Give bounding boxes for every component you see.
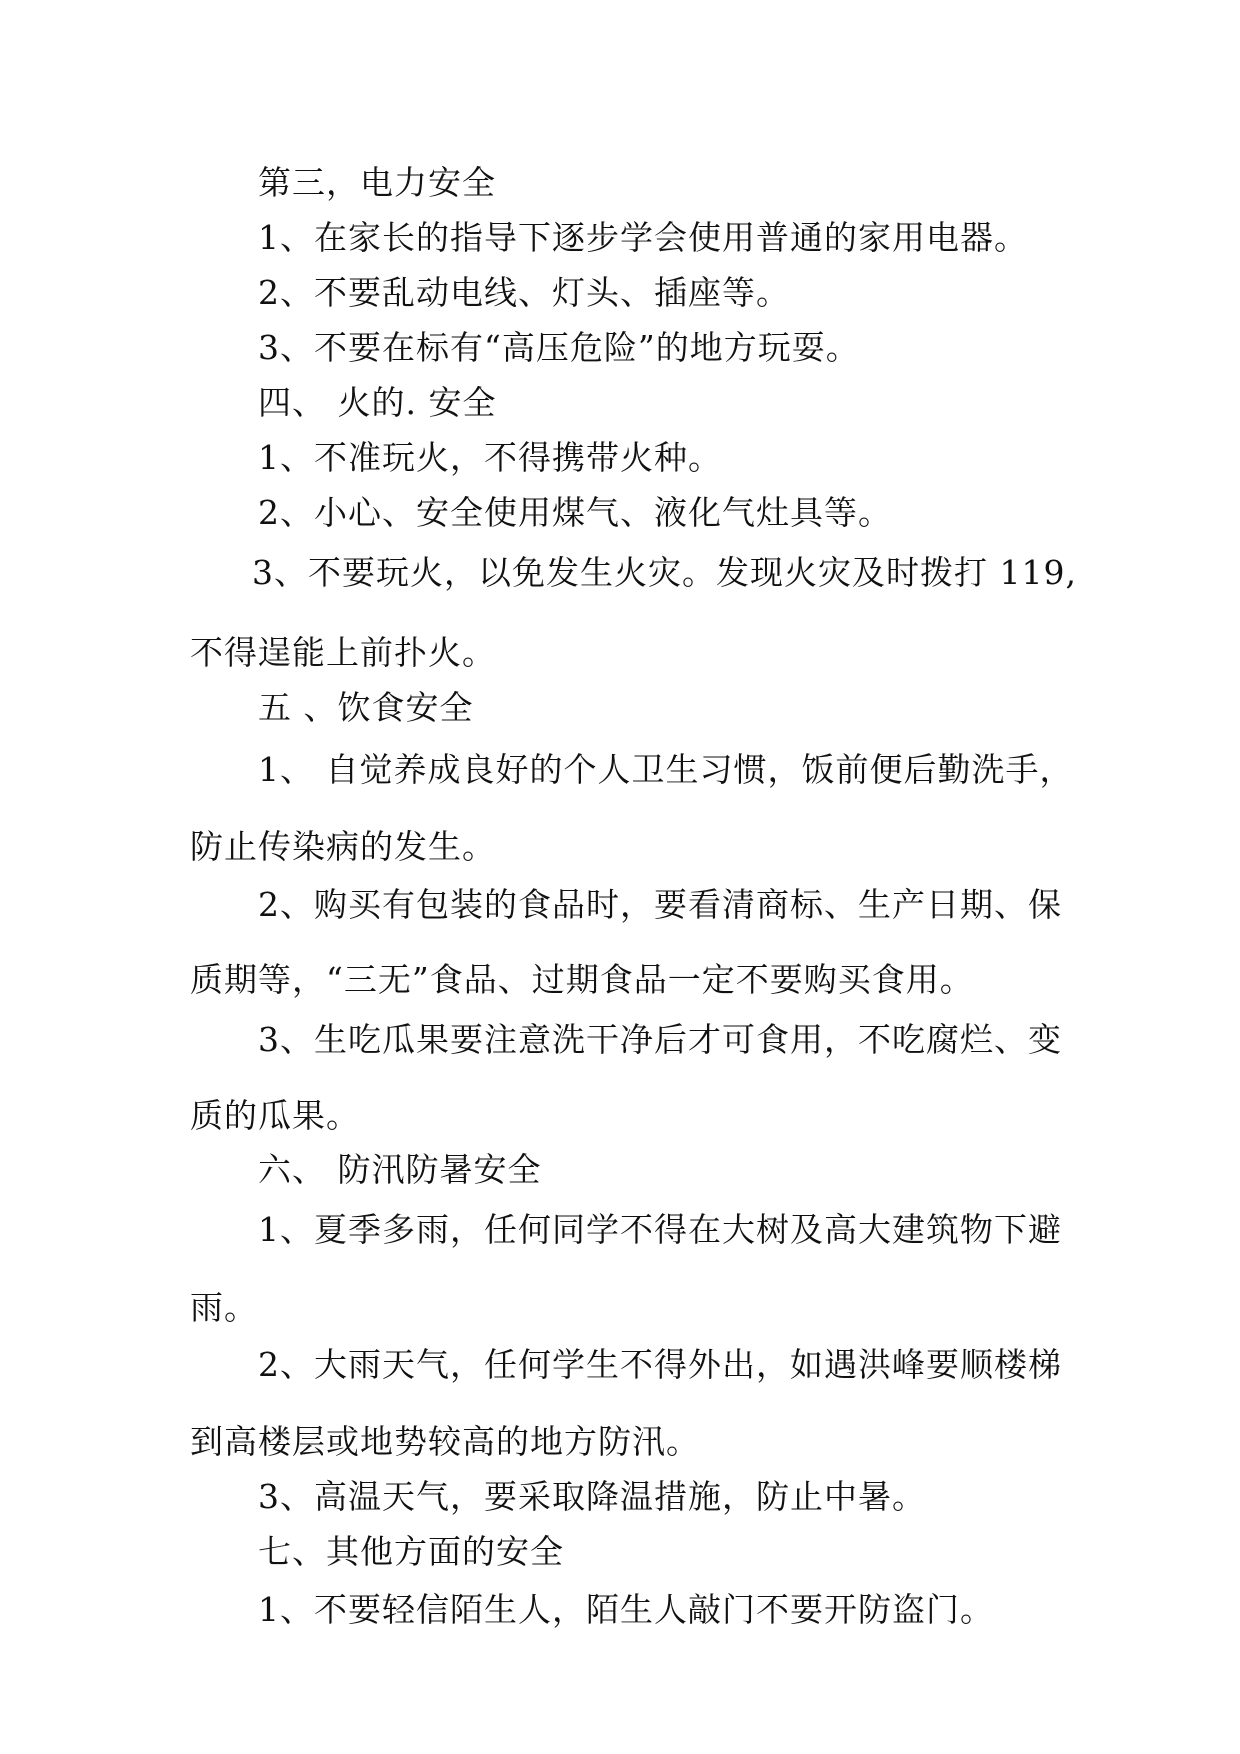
- paragraph-line-continued: 到高楼层或地势较高的地方防汛。: [190, 1422, 700, 1461]
- heading-other-safety: 七、其他方面的安全: [258, 1532, 564, 1571]
- heading-flood-heat-safety: 六、 防汛防暑安全: [258, 1150, 542, 1189]
- paragraph-line: 3、不要玩火，以免发生火灾。发现火灾及时拨打 119,: [252, 553, 1077, 592]
- heading-electric-safety: 第三，电力安全: [258, 163, 496, 202]
- paragraph-line: 2、购买有包装的食品时，要看清商标、生产日期、保: [258, 885, 1062, 924]
- paragraph-line: 3、生吃瓜果要注意洗干净后才可食用，不吃腐烂、变: [258, 1020, 1062, 1059]
- heading-fire-safety: 四、 火的. 安全: [258, 383, 497, 422]
- paragraph-line-continued: 质期等，“三无”食品、过期食品一定不要购买食用。: [190, 960, 974, 999]
- paragraph-line: 2、大雨天气，任何学生不得外出，如遇洪峰要顺楼梯: [258, 1345, 1062, 1384]
- heading-food-safety: 五 、饮食安全: [258, 688, 474, 727]
- paragraph-line: 3、高温天气，要采取降温措施，防止中暑。: [258, 1477, 926, 1516]
- paragraph-line-continued: 雨。: [190, 1288, 258, 1327]
- paragraph-line-continued: 不得逞能上前扑火。: [190, 633, 496, 672]
- paragraph-line: 1、在家长的指导下逐步学会使用普通的家用电器。: [258, 218, 1028, 257]
- paragraph-line: 2、不要乱动电线、灯头、插座等。: [258, 273, 790, 312]
- paragraph-line: 1、夏季多雨，任何同学不得在大树及高大建筑物下避: [258, 1210, 1062, 1249]
- paragraph-line: 1、不准玩火，不得携带火种。: [258, 438, 722, 477]
- paragraph-line: 1、不要轻信陌生人，陌生人敲门不要开防盗门。: [258, 1590, 994, 1629]
- paragraph-line-continued: 质的瓜果。: [190, 1096, 360, 1135]
- paragraph-line: 2、小心、安全使用煤气、液化气灶具等。: [258, 493, 892, 532]
- paragraph-line: 1、 自觉养成良好的个人卫生习惯，饭前便后勤洗手，: [258, 750, 1074, 789]
- paragraph-line-continued: 防止传染病的发生。: [190, 827, 496, 866]
- paragraph-line: 3、不要在标有“高压危险”的地方玩耍。: [258, 328, 860, 367]
